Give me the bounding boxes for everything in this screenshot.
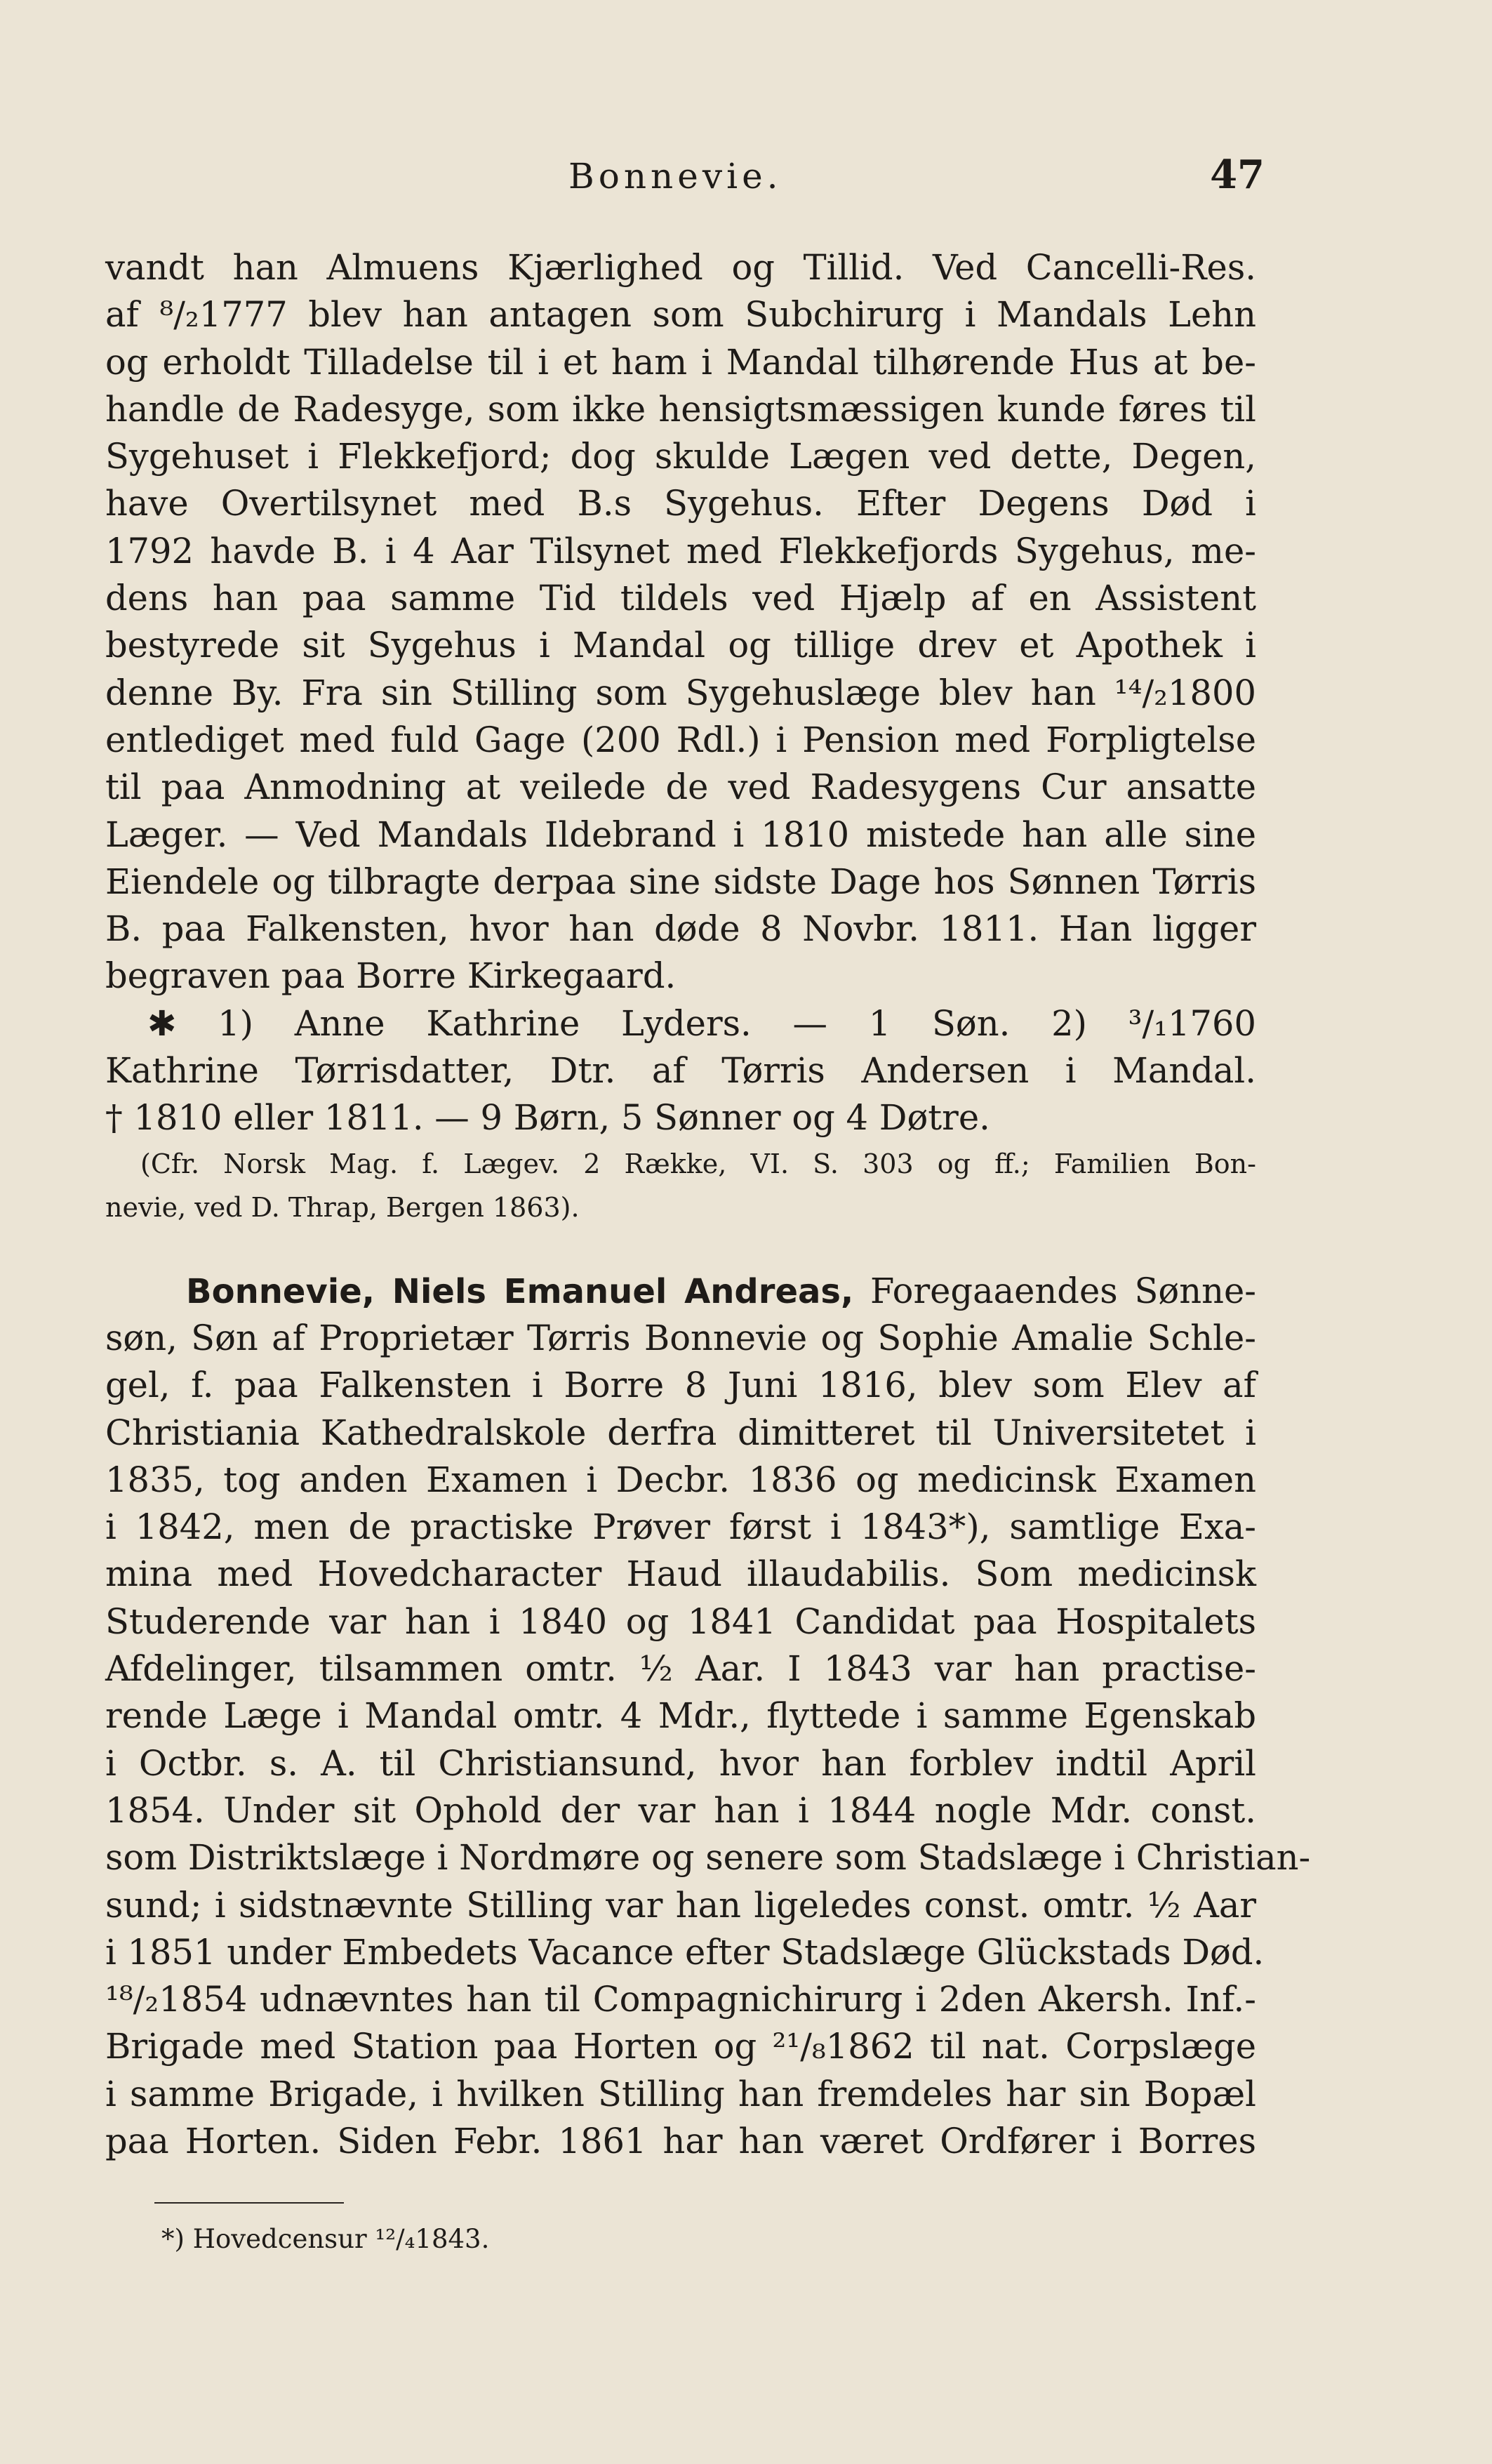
text-line: til paa Anmodning at veilede de ved Radesygens Cur ansatte [105,767,1256,808]
text-line: som Distriktslæge i Nordmøre og senere som Stadslæge i Christian- [105,1837,1311,1879]
text-line: 1792 havde B. i 4 Aar Tilsynet med Flekkefjords Sygehus, me- [105,530,1256,571]
text-line: have Overtilsynet med B.s Sygehus. Efter Degens Død i [105,483,1256,524]
entry-first-line [105,1268,1256,1315]
section-gap [105,1229,1256,1268]
text-line: mina med Hovedcharacter Haud illaudabilis. Som medicinsk [105,1554,1256,1595]
text-line: vandt han Almuens Kjærlighed og Tillid. Ved Cancelli-Res. [105,247,1256,288]
paragraph-bonnevie-senior [105,244,1256,1000]
text-line: i 1842, men de practiske Prøver først i 1843*), samtlige Exa- [105,1506,1256,1548]
page-header [105,152,1265,205]
entry-heading: Bonnevie, Niels Emanuel Andreas, [186,1271,854,1311]
text-line: ✱ 1) Anne Kathrine Lyders. — 1 Søn. 2) ³/₁1760 [147,1002,1256,1044]
text-line: Studerende var han i 1840 og 1841 Candidat paa Hospitalets [105,1601,1256,1642]
text-line: denne By. Fra sin Stilling som Sygehuslæge blev han ¹⁴/₂1800 [105,672,1256,713]
footnote-rule [154,2202,344,2204]
marriage-record [105,1000,1256,1142]
text-line: gel, f. paa Falkensten i Borre 8 Juni 1816, blev som Elev af [105,1365,1256,1406]
text-line: † 1810 eller 1811. — 9 Børn, 5 Sønner og 4 Døtre. [105,1097,990,1139]
entry-niels-emanuel-andreas [105,1268,1311,2166]
text-line: 1854. Under sit Ophold der var han i 1844 nogle Mdr. const. [105,1789,1256,1831]
text-line: søn, Søn af Proprietær Tørris Bonnevie og Sophie Amalie Schle- [105,1317,1256,1358]
text-line: Sygehuset i Flekkefjord; dog skulde Lægen ved dette, Degen, [105,436,1256,477]
text-line: (Cfr. Norsk Mag. f. Lægev. 2 Række, VI. S. 303 og ff.; Familien Bon- [140,1148,1256,1179]
text-line: Afdelinger, tilsammen omtr. ½ Aar. I 1843 var han practise- [105,1648,1256,1690]
text-line: handle de Radesyge, som ikke hensigtsmæssigen kunde føres til [105,388,1256,430]
text-line: af ⁸/₂1777 blev han antagen som Subchirurg i Mandals Lehn [105,294,1256,336]
text-line: i 1851 under Embedets Vacance efter Stadslæge Glückstads Død. [105,1931,1265,1973]
text-line: entlediget med fuld Gage (200 Rdl.) i Pension med Forpligtelse [105,719,1256,760]
text-line: 1835, tog anden Examen i Decbr. 1836 og medicinsk Examen [105,1459,1256,1500]
text-line: rende Læge i Mandal omtr. 4 Mdr., flyttede i samme Egenskab [105,1695,1256,1737]
text-line: Læger. — Ved Mandals Ildebrand i 1810 mistede han alle sine [105,814,1256,855]
running-head: Bonnevie. [568,156,782,197]
text-line: Kathrine Tørrisdatter, Dtr. af Tørris Andersen i Mandal. [105,1050,1256,1092]
page-body [105,244,1311,2165]
text-line: paa Horten. Siden Febr. 1861 har han været Ordfører i Borres [105,2120,1256,2161]
text-line: begraven paa Borre Kirkegaard. [105,955,677,997]
text-line: dens han paa samme Tid tildels ved Hjælp af en Assistent [105,578,1256,619]
text-line: bestyrede sit Sygehus i Mandal og tillige drev et Apothek i [105,625,1256,666]
text-line: sund; i sidstnævnte Stilling var han ligeledes const. omtr. ½ Aar [105,1884,1256,1926]
text-line: B. paa Falkensten, hvor han døde 8 Novbr. 1811. Han ligger [105,908,1256,950]
footnote: *) Hovedcensur ¹²/₄1843. [161,2224,490,2254]
text-line: nevie, ved D. Thrap, Bergen 1863). [105,1191,580,1223]
text-line: Brigade med Station paa Horten og ²¹/₈1862 til nat. Corpslæge [105,2026,1256,2067]
text-line: Eiendele og tilbragte derpaa sine sidste Dage hos Sønnen Tørris [105,861,1256,902]
text-line: i samme Brigade, i hvilken Stilling han fremdeles har sin Bopæl [105,2073,1256,2114]
entry-first-line-text: Foregaaendes Sønne- [853,1270,1256,1311]
text-line: og erholdt Tilladelse til i et ham i Mandal tilhørende Hus at be- [105,341,1256,383]
text-line: Christiania Kathedralskole derfra dimitteret til Universitetet i [105,1412,1256,1453]
page-number: 47 [1210,152,1265,198]
text-line: ¹⁸/₂1854 udnævntes han til Compagnichirurg i 2den Akersh. Inf.- [105,1979,1256,2020]
text-line: i Octbr. s. A. til Christiansund, hvor han forblev indtil April [105,1742,1256,1784]
citation [105,1142,1256,1229]
